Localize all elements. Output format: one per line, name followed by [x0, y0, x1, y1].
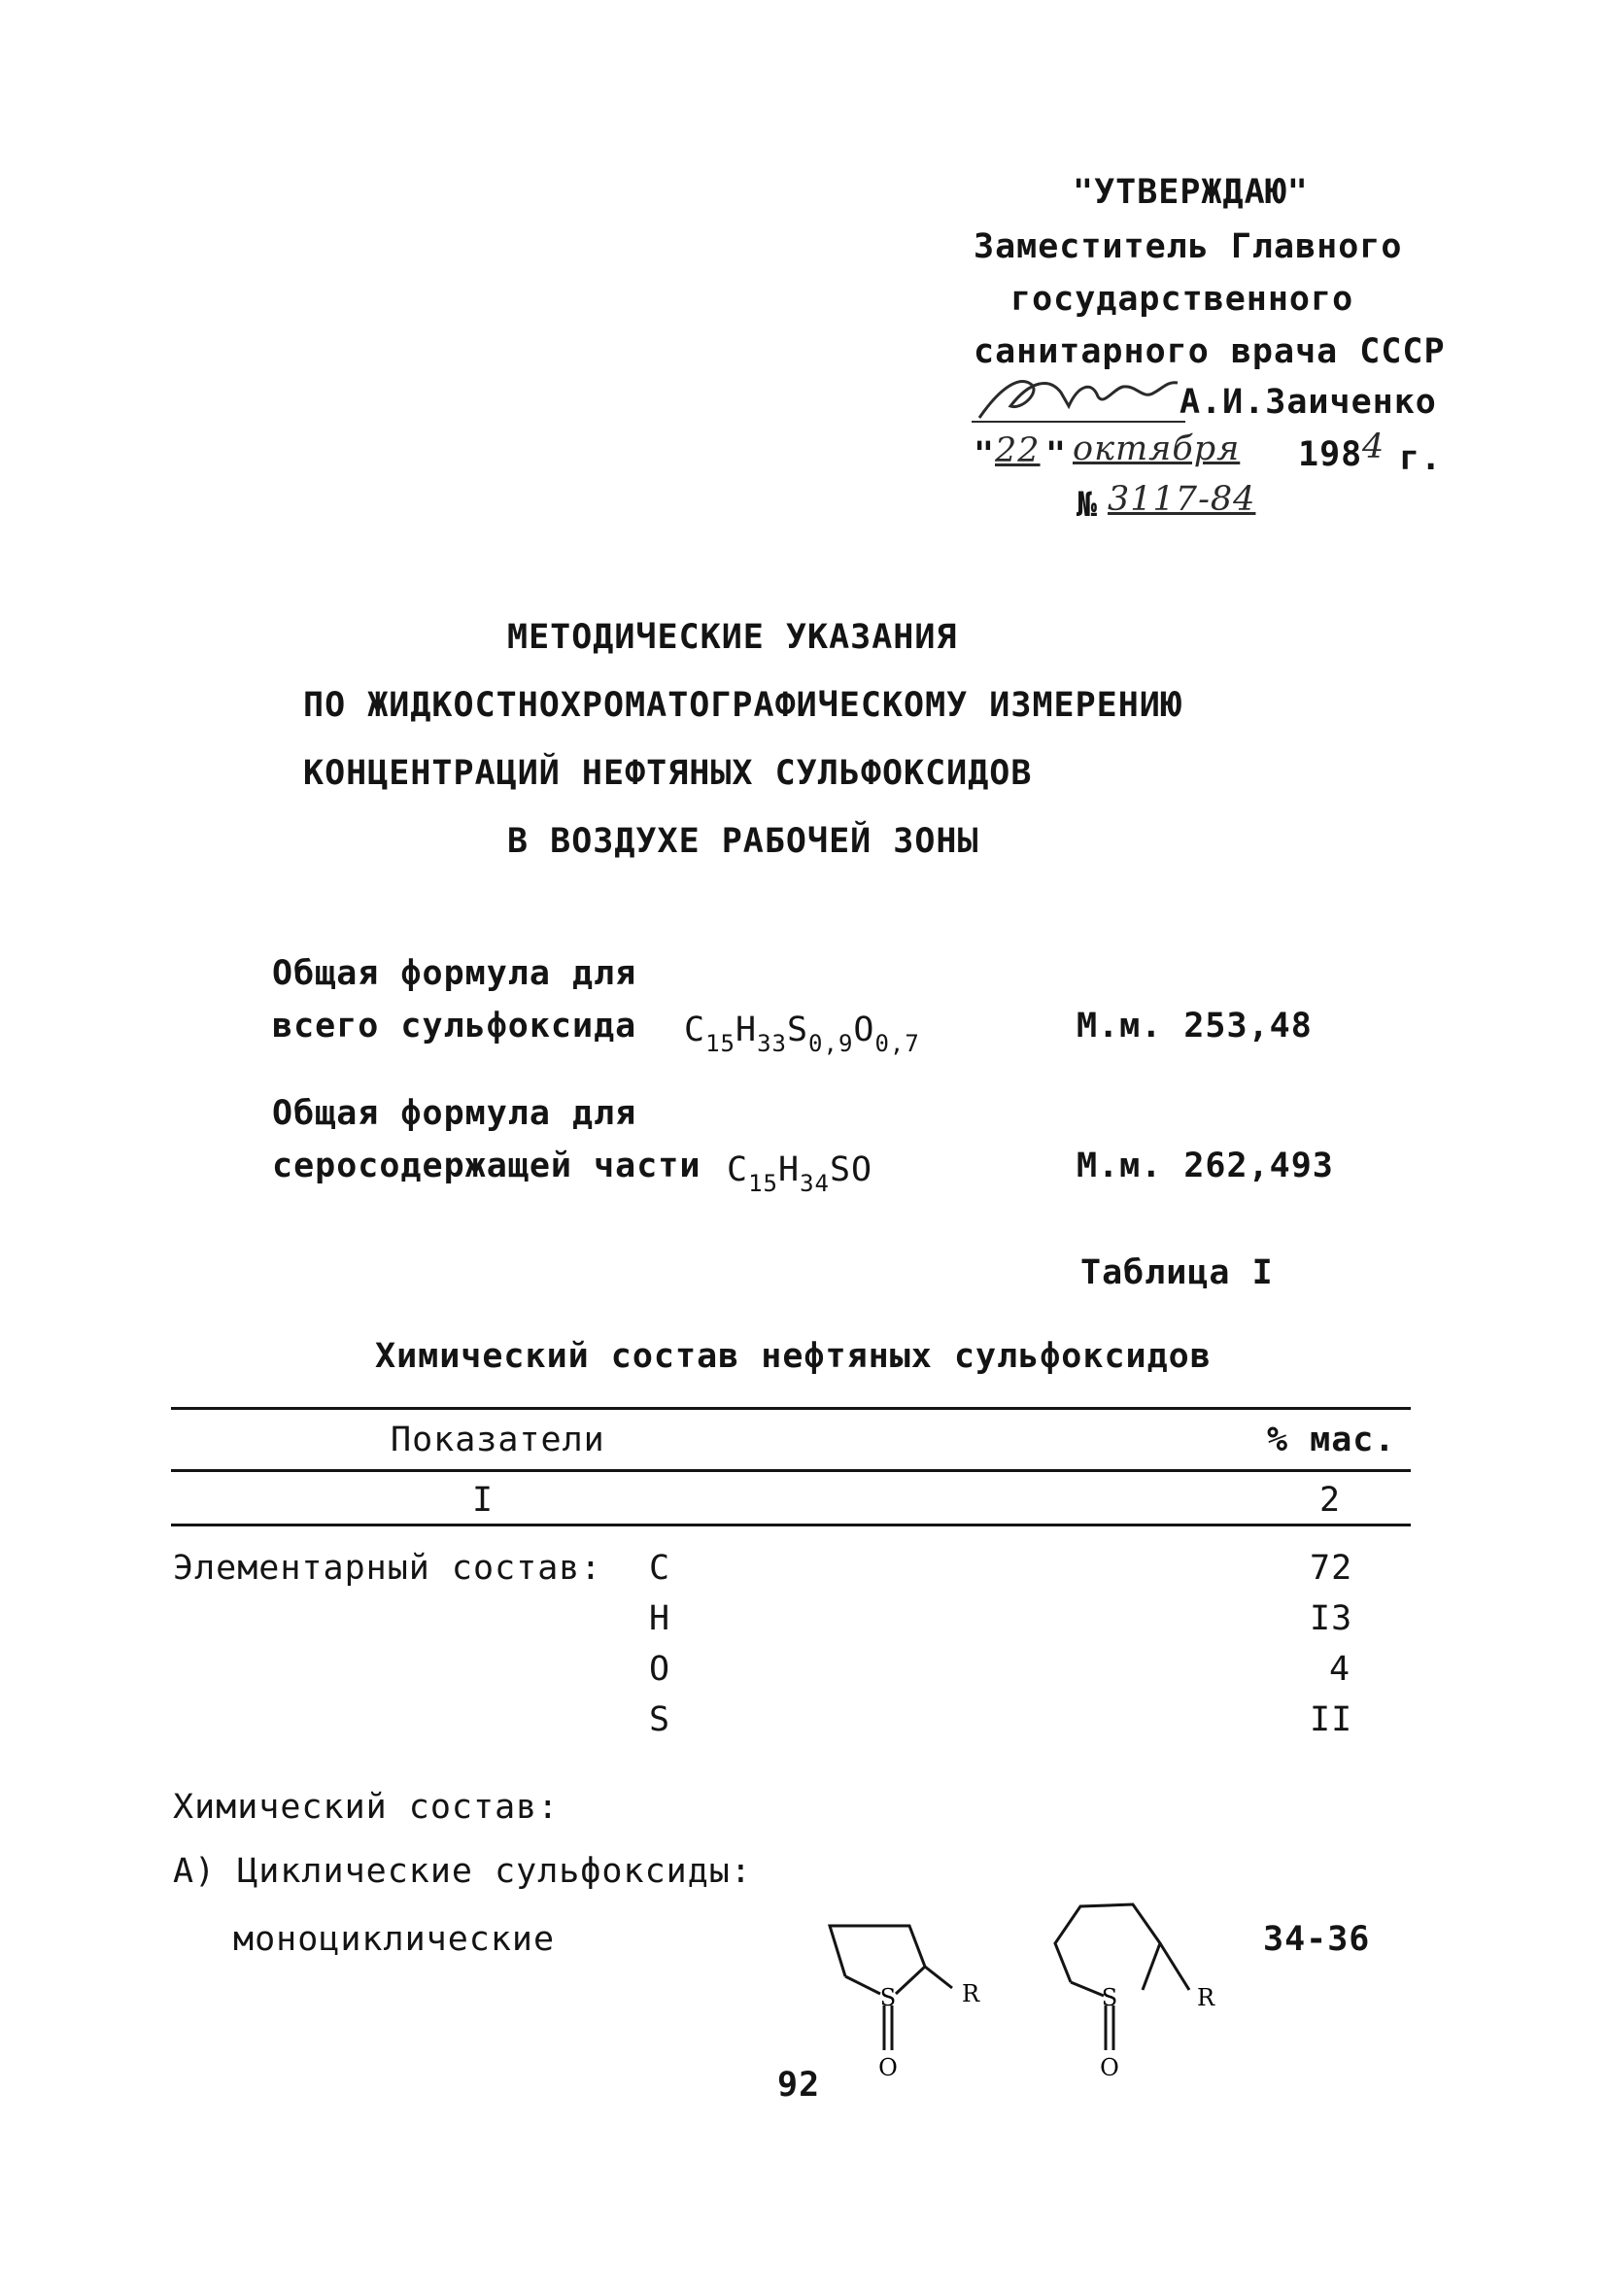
title-line-4: В ВОЗДУХЕ РАБОЧЕЙ ЗОНЫ: [507, 822, 979, 861]
monocyclic-label: моноциклические: [233, 1920, 556, 1959]
formula-2-label-2: серосодержащей части: [272, 1147, 701, 1185]
date-quote-close: ": [1045, 435, 1068, 474]
oxygen-atom-label: O: [878, 2054, 898, 2081]
table-row-element: S: [649, 1700, 671, 1739]
title-line-3: КОНЦЕНТРАЦИЙ НЕФТЯНЫХ СУЛЬФОКСИДОВ: [303, 754, 1033, 793]
date-year-suffix: г.: [1399, 439, 1443, 478]
table-row-value: 4: [1329, 1650, 1351, 1689]
approval-title: "УТВЕРЖДАЮ": [1073, 173, 1309, 212]
table-row-element: C: [649, 1549, 671, 1588]
r-group-label: R: [1197, 1984, 1215, 2011]
chem-heading: Химический состав:: [173, 1788, 560, 1827]
formula-1: $C_{15}H_{33}S_{0,9}O_{0,7}$: [684, 1011, 920, 1057]
r-group-label: R: [962, 1980, 980, 2007]
date-quote-open: ": [974, 435, 996, 474]
formula-2-label-1: Общая формула для: [272, 1094, 637, 1133]
approval-name: А.И.Заиченко: [1180, 383, 1437, 422]
formula-1-label-2: всего сульфоксида: [272, 1007, 637, 1045]
approval-number: 3117-84: [1108, 480, 1256, 519]
thiane-sulfoxide-structure: [1042, 1875, 1236, 2084]
formula-1-mass: М.м. 253,48: [1077, 1007, 1313, 1045]
table-header-indicators: Показатели: [391, 1421, 605, 1459]
table-row-value: II: [1310, 1700, 1353, 1739]
table-top-rule: [171, 1407, 1411, 1410]
table-caption: Химический состав нефтяных сульфоксидов: [375, 1337, 1212, 1376]
table-col-number-1: I: [472, 1481, 495, 1520]
table-row-value: 72: [1310, 1549, 1353, 1588]
elemental-label: Элементарный состав:: [173, 1549, 602, 1588]
table-row-element: O: [649, 1650, 671, 1689]
signature: [972, 367, 1185, 426]
approval-line-3: санитарного врача СССР: [974, 332, 1446, 371]
title-line-2: ПО ЖИДКОСТНОХРОМАТОГРАФИЧЕСКОМУ ИЗМЕРЕНИЮ: [303, 686, 1182, 725]
sulfur-atom-label: S: [879, 1984, 897, 2011]
sulfur-atom-label: S: [1101, 1984, 1118, 2011]
title-line-1: МЕТОДИЧЕСКИЕ УКАЗАНИЯ: [507, 618, 958, 657]
date-year-digit: 4: [1362, 428, 1385, 466]
formula-1-label-1: Общая формула для: [272, 954, 637, 993]
page-number: 92: [777, 2066, 821, 2105]
formula-2-mass: М.м. 262,493: [1077, 1147, 1334, 1185]
table-header-rule: [171, 1469, 1411, 1472]
table-row-element: H: [649, 1599, 671, 1638]
approval-line-1: Заместитель Главного: [974, 227, 1403, 266]
thiolane-sulfoxide-structure: [816, 1901, 991, 2085]
approval-line-2: государственного: [1010, 280, 1354, 319]
approval-number-prefix: №: [1077, 486, 1099, 525]
date-month: октября: [1073, 429, 1241, 468]
table-col-number-2: 2: [1319, 1481, 1342, 1520]
chem-section-a: А) Циклические сульфоксиды:: [173, 1852, 752, 1891]
formula-2: $C_{15}H_{34}SO$: [727, 1150, 873, 1197]
date-day: 22: [995, 431, 1041, 470]
table-header-percent: % мас.: [1267, 1421, 1396, 1459]
table-number: Таблица I: [1080, 1253, 1274, 1292]
date-year-prefix: 198: [1298, 435, 1363, 474]
oxygen-atom-label: O: [1100, 2054, 1119, 2081]
table-row-value: I3: [1310, 1599, 1353, 1638]
monocyclic-value: 34-36: [1263, 1920, 1371, 1959]
table-subheader-rule: [171, 1524, 1411, 1526]
